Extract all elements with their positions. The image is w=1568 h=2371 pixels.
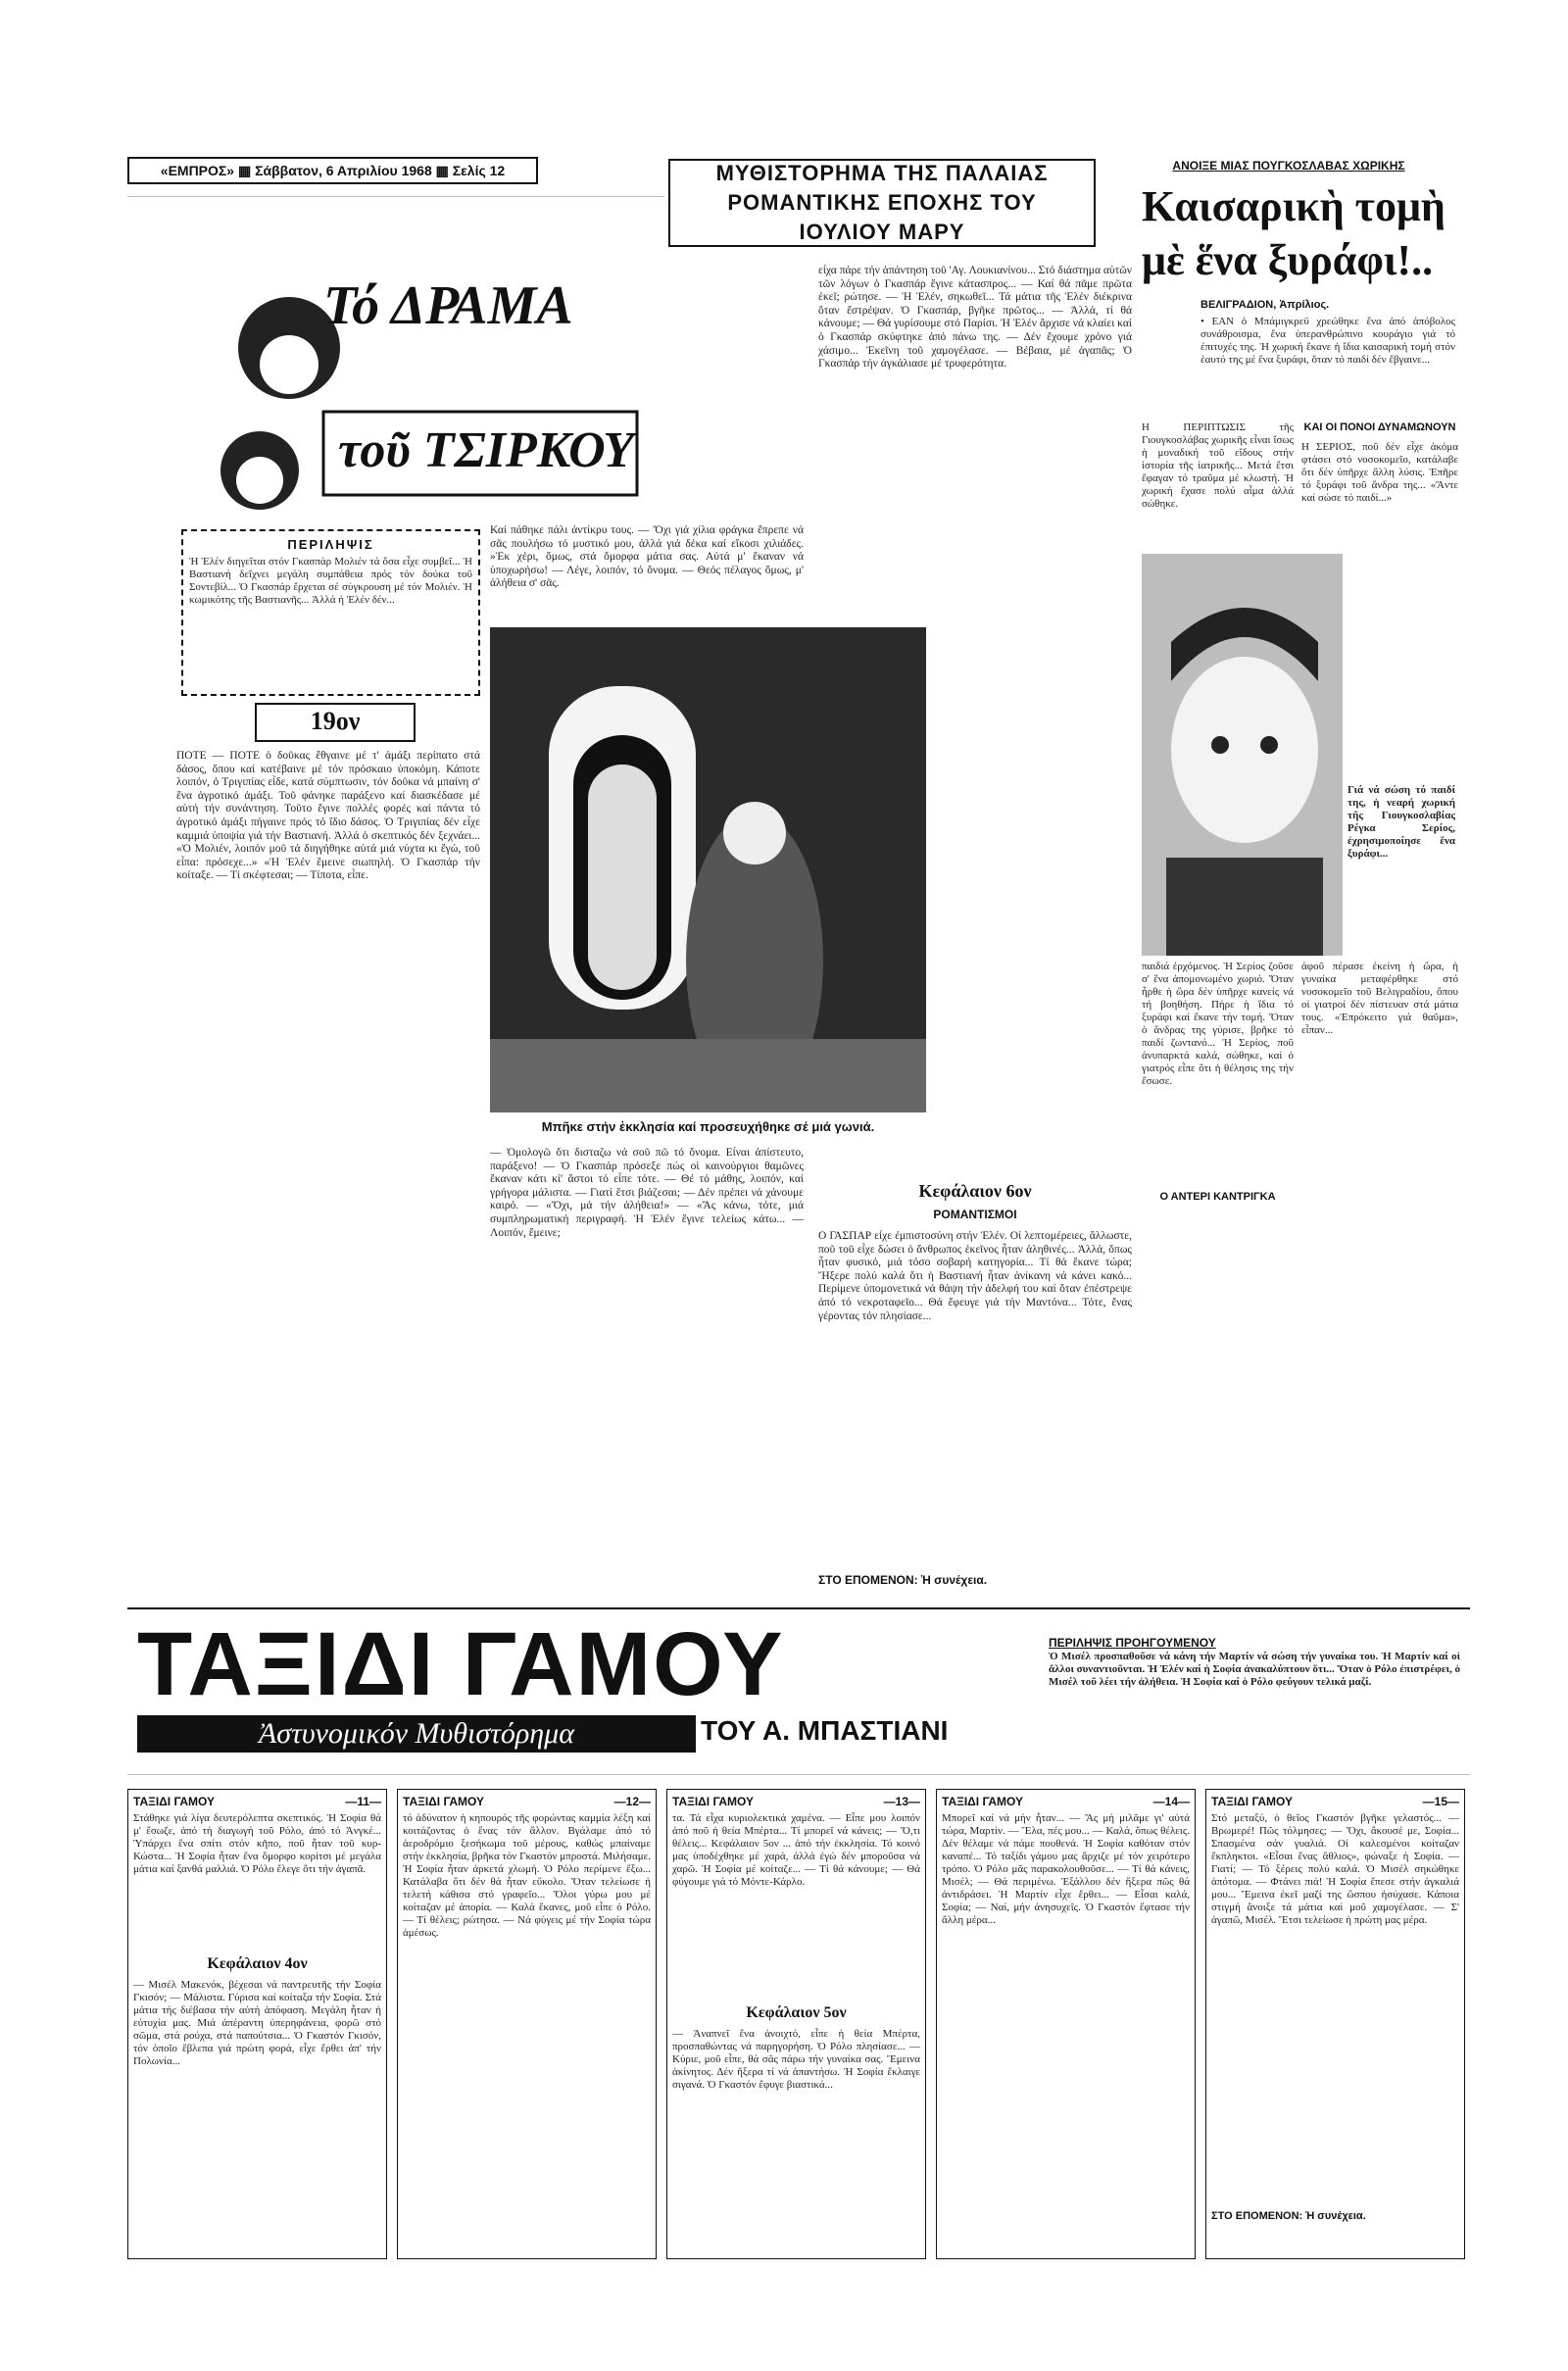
novel2-subtitle-band	[137, 1715, 696, 1753]
news-headline-1: Καισαρικὴ τομὴ	[1142, 182, 1446, 230]
news-col4: ἀφοῦ πέρασε ἐκείνη ἡ ὥρα, ἡ γυναίκα μεταφέρθηκε στό νοσοκομεῖο τοῦ Βελιγραδίου, ὅπου οἱ γιατροί δέν πίστευαν στά μάτια τους. «Ἐπρόκειτο γιά θαῦμα», εἶπαν...	[1301, 961, 1458, 1036]
serial-body-col3-text: — Ὀμολογῶ ὅτι δισταζω νά σοῦ πῶ τό ὄνομα. Εἶναι ἀπίστευτο, παράξενο! — Ὁ Γκασπάρ πρόσεξε πώς οἱ καινούργιοι θαμῶνες ἔκαναν κάτι κί' ἄστοι τό εἶπε τότε. — Θέ τό μάθης, λοιπόν, καί γρήγορα μάλιστα. — Γιατί ἔτσι βιάζεσαι; — Δέν πρέπει νά χάνουμε καιρό. — «Ὄχι, μά τήν ἀλήθεια!» — «Ἄς κάνω, τότε, μιά συμπληρωματική περιγραφή. Ἡ Ἑλέν ἔγινε τελείως κάτω... — Λοιπόν, ἔμεινε;	[490, 1147, 804, 1239]
novel2-title: ΤΑΞΙΔΙ ΓΑΜΟΥ	[137, 1614, 785, 1714]
column-text: Στό μεταξύ, ὁ θεῖος Γκαστόν βγῆκε γελαστός... — Βρωμερέ! Πῶς τόλμησες; — Ὄχι, ἄκουσέ με, Σοφία... Σπασμένα σάν γυαλιά. Οἱ καλεσμένοι κοίταζαν ἔκπληκτοι. «Εἶσαι ἕνας ἄθλιος», φώναξε ἡ Σοφία. — Γιατί; — Τό ξέρεις πολύ καλά. Ὁ Μισέλ σηκώθηκε ἀπότομα. — Φτάνει πιά! Ἡ Σοφία ἔπεσε στήν ἀγκαλιά μου... Ἔμεινα ἐκεῖ μαζί της ὥσπου ἡσύχασε. Κάποια στιγμή ἄνοιξε τά μάτια καί μοῦ χαμογέλασε. — Σ' ἀγαπῶ, Μισέλ. Ἔτσι τελείωσε ἡ πρώτη μας μέρα.	[1211, 1812, 1459, 1926]
column-number: —15—	[1422, 1795, 1459, 1808]
column-next: ΣΤΟ ΕΠΟΜΕΝΟΝ: Ἡ συνέχεια.	[1211, 2210, 1366, 2222]
column-number: —13—	[883, 1795, 920, 1808]
chapter-heading: 19ον	[255, 703, 416, 742]
masthead-text: «ΕΜΠΡΟΣ» ▦ Σάββατον, 6 Απριλίου 1968 ▦ Σελίς 12	[160, 162, 506, 178]
chapter2-heading: Κεφάλαιον 6ον	[918, 1181, 1032, 1201]
serial-body-col5	[818, 1230, 1132, 1568]
novel2-summary-box	[1049, 1632, 1460, 1769]
column-text: Στάθηκε γιά λίγα δευτερόλεπτα σκεπτικός. Ἡ Σοφία θά μ' ἔσωζε, ἀπό τή διαγωγή τοῦ Ρόλο, ἀπό τό Ἀνγκέ... Ὑπάρχει ἕνα σπίτι στόν κῆπο, ποῦ ἦταν τοῦ κυρ-Κώστα... Ἡ Σοφία ἦταν ἕνα ὄμορφο κορίτσι μέ μεγάλα μάτια καί ξανθά μαλλιά. Ὁ Ρόλο ἔλεγε ὅτι τήν ἀγαπᾶ.	[133, 1812, 381, 1875]
novel2-summary-label: ΠΕΡΙΛΗΨΙΣ ΠΡΟΗΓΟΥΜΕΝΟΥ	[1049, 1636, 1216, 1650]
serial-body-col5-text: Ο ΓΑΣΠΑΡ εἶχε ἐμπιστοσύνη στήν Ἑλέν. Οἱ λεπτομέρειες, ἄλλωστε, ποῦ τοῦ εἶχε δώσει ὁ ἄνθρωπος ἐκεῖνος ἦταν ἀληθινές... Ἀλλά, ὅπως ἦταν φυσικό, μιά τόσο σοβαρή κατηγορία... Τί θά ἔκανε τώρα; Ἤξερε πολύ καλά ὅτι ἡ Βαστιανή ἦταν ἀνίκανη νά κάνει κακό... Περίμενε ὑπομονετικά νά θάψη τήν ἀδελφή του καί ὅταν ἐπέστρεψε ἀπό τό νεκροταφεῖο... Θά ἔφευγε γιά τήν Μαντόνα... Τότε, ἔνας γέροντας τόν πλησίασε...	[818, 1230, 1132, 1322]
news-col2: Η ΣΕΡΙΟΣ, ποῦ δέν εἶχε ἀκόμα φτάσει στό νοσοκομεῖο, κατάλαβε ὅτι δέν ὑπῆρχε ἄλλη λύσις. Ἐπῆρε τό ξυράφι τοῦ ἄνδρα της... «Ἄντε καί σώσε τό παιδί...»	[1301, 441, 1458, 504]
news-dateline: ΒΕΛΙΓΡΑΔΙΟΝ, Ἀπρίλιος.	[1200, 299, 1330, 311]
column-text: τα. Τά εἶχα κυριολεκτικά χαμένα. — Εἶπε μου λοιπόν ἀπό ποῦ ἡ θεία Μπέρτα... Τί μπορεῖ νά κάνεις; — Ὅ,τι θέλεις... Κεφάλαιον 5ον ... ἀπό τήν ἐκκλησία. Τό κοινό μας ὑποδέχθηκε μέ χαρά, ἀλλά ἐγώ δέν μποροῦσα νά χαρῶ. Ἡ Σοφία μέ κοίταζε... — Τί θά κάνουμε; — Θά φύγουμε γιά τό Μόντε-Κάρλο.	[672, 1812, 920, 1888]
summary-box	[181, 529, 480, 696]
serial-next: ΣΤΟ ΕΠΟΜΕΝΟΝ: Ἡ συνέχεια.	[818, 1573, 988, 1587]
column-text: τό ἀδύνατον ἡ κηπουρός τῆς φορώντας καμμία λέξη καί κοιτάζοντας ὁ ἕνας τόν ἄλλον. Βγάλαμε ἀπό τό ἀεροδρόμιο ξεσήκωμα τοῦ μέρους, καθώς μπαίναμε στήν ἐκκλησία, βρῆκα τόν Γκαστόν μπροστά. Μιλήσαμε. Ἡ Σοφία ἦταν ἀρκετά χλωμή. Ὁ Ρόλο περίμενε ἔξω... Κατάλαβα ὅτι δέν θά ἦταν εὔκολο. Ὅταν τελείωσε ἡ τελετή κάθισα στό γραφεῖο... Ὅλοι γύρω μου μέ κοίταζαν μέ ἀπορία. — Καλά ἔκανες, μοῦ εἶπε ὁ Ρόλο. — Τί θέλεις; ρώτησα. — Νά φύγεις μέ τήν Σοφία τώρα ἀμέσως.	[403, 1812, 651, 1939]
column-head: ΤΑΞΙΔΙ ΓΑΜΟΥ	[403, 1795, 485, 1808]
serial-body-col2-text: Καί πάθηκε πάλι ἀντίκρυ τους. — Ὄχι γιά χίλια φράγκα ἔπρεπε νά σᾶς πουλήσω τό μυστικό μου, ἀλλά γιά δέκα καί εἴκοσι χιλιάδες. »Ἐκ χέρι, ὅμως, στά ὄμορφα μάτια σας. Αὐτά μ' ἔκαναν νά ὑποχωρήσω! — Λέγε, λοιπόν, τό ὄνομα. — Θεός πέλαγος ὅμως, μ' ἀλήθεια σ' σᾶς.	[490, 524, 804, 590]
summary-text: Ἡ Ἑλέν διηγεῖται στόν Γκασπάρ Μολιέν τά ὅσα εἶχε συμβεῖ... Ἡ Βαστιανή δεῖχνει μεγάλη συμπάθεια πρός τόν δούκα τοῦ Σοντεβίλ... Ὁ Γκασπάρ ἔρχεται σέ σύγκρουση μέ τόν Μολιέν. Ἡ κωμικότης τῆς Βαστιανῆς... Ἀλλά ἡ Ἑλέν δέν...	[189, 556, 472, 606]
column-number: —14—	[1152, 1795, 1190, 1808]
column-chapter: Κεφάλαιον 4ον	[207, 1955, 308, 1972]
news-portrait-photo	[1142, 554, 1343, 956]
column-head: ΤΑΞΙΔΙ ΓΑΜΟΥ	[133, 1795, 216, 1808]
serial-body-col1	[176, 750, 480, 1588]
news-headline-2: μὲ ἕνα ξυράφι!..	[1142, 236, 1434, 284]
serial-body-col4	[818, 265, 1132, 1108]
serial-banner-text: ΜΥΘΙΣΤΟΡΗΜΑ ΤΗΣ ΠΑΛΑΙΑΣ ΡΟΜΑΝΤΙΚΗΣ ΕΠΟΧΗΣ ΤΟΥ ΙΟΥΛΙΟΥ ΜΑΡΥ	[715, 161, 1049, 244]
novel2-column	[1205, 1789, 1465, 2259]
summary-title: ΠΕΡΙΛΗΨΙΣ	[287, 537, 374, 552]
serial-body-col3	[490, 1147, 804, 1588]
news-photo-caption: Γιά νά σώση τό παιδί της, ἡ νεαρή χωρική τῆς Γιουγκοσλαβίας Ρέγκα Σερίος, ἐχρησιμοποίησε ἕνα ξυράφι...	[1348, 784, 1455, 860]
church-caption: Μπῆκε στήν ἐκκλησία καί προσευχήθηκε σέ μιά γωνιά.	[541, 1119, 875, 1134]
novel2-author: ΤΟΥ Α. ΜΠΑΣΤΙΑΝΙ	[701, 1715, 949, 1746]
column-head: ΤΑΞΙΔΙ ΓΑΜΟΥ	[672, 1795, 755, 1808]
novel2-column	[127, 1789, 387, 2259]
news-col3: παιδιά ἐρχόμενος. Ἡ Σερίος ζοῦσε σ' ἕνα ἀπομονωμένο χωριό. Ὅταν ἦρθε ἡ ὥρα δέν ὑπῆρχε κανείς νά τή βοηθήση. Πήρε ἡ ἴδια τό ξυράφι καί ἔκανε τήν τομή. Ὅταν ὁ ἄνδρας της γύρισε, βρῆκε τό παιδί ζωντανό... Ἡ Σερίος, ποῦ ἀνυπαρκτά καλά, σώθηκε, καί ὁ γιατρός εἶπε ὅτι ἡ θέλησις της τήν ἔσωσε.	[1142, 961, 1294, 1087]
novel2-summary: Ὁ Μισέλ προσπαθοῦσε νά κάνη τήν Μαρτίν νά σώση τήν γυναίκα του. Ἡ Μαρτίν καί οἱ ἄλλοι συναντιοῦνται. Ἡ Ἑλέν καί ἡ Σοφία ἀνακαλύπτουν ὅτι... Ὅταν ὁ Ρόλο ἐπιστρέφει, ὁ Μισέλ τοῦ λέει τήν ἀλήθεια. Ἡ Σοφία καί ὁ Ρόλο φεύγουν τελικά μαζί.	[1049, 1651, 1460, 1688]
masthead	[127, 157, 538, 184]
novel2-columns	[127, 1789, 1465, 2259]
serial-body-col1-text: ΠΟΤΕ — ΠΟΤΕ ὁ δοῦκας ἔθγαινε μέ τ' ἀμάξι περίπατο στά δάσος, ὅπου καί κατέβαινε μέ τόν πρόσκαιο ὑποκόμη. Κάποτε λοιπόν, ὁ Τριγιπίας εἶδε, κατά σύμπτωσιν, τόν δοῦκα νά μπαίνη σ' ἕνα ἀγροτικό ἀμάξι. Τοῦ φάνηκε παράξενο καί διασκέδασε μέ αὐτή τήν συνάντηση. Τοῦτο ἔγινε πολλές φορές καί πάντα τό ἀγροτικό ἀμάξι πήγαινε πρός τό ἴδιο δάσος. Ὁ Τριγιπίας δέν εἶχε καμμιά ὑποψία γιά τήν Βαστιανή. Ἀλλά ὁ σκεπτικός δέν ξεχνάει... «Ὁ Μολιέν, λοιπόν μοῦ τά διηγήθηκε αὐτά μιά νύχτα κι ἔγώ, τοῦ εἶπα: πρόσεχε...» «Ἡ Ἑλέν ἔμεινε σιωπηλή. Ὁ Γκασπάρ τήν κοίταξε. — Τί σκέφτεσαι; — Τίποτα, εἶπε.	[176, 750, 480, 882]
novel2-subtitle: Ἀστυνομικόν Μυθιστόρημα	[258, 1717, 574, 1750]
chapter2-subheading: ΡΟΜΑΝΤΙΣΜΟΙ	[933, 1208, 1017, 1221]
serial-title-line2: τοῦ ΤΣΙΡΚΟΥ	[338, 422, 634, 478]
serial-body-col2	[490, 524, 804, 617]
column-number: —12—	[613, 1795, 651, 1808]
news-sub1: ΚΑΙ ΟΙ ΠΟΝΟΙ ΔΥΝΑΜΩΝΟΥΝ	[1303, 421, 1456, 433]
column-chapter: Κεφάλαιον 5ον	[746, 2004, 847, 2021]
serial-banner	[668, 159, 1096, 247]
portrait-drawing	[1142, 554, 1343, 956]
novel2-column	[397, 1789, 657, 2259]
news-kicker: ΑΝΟΙΞΕ ΜΙΑΣ ΠΟΥΓΚΟΣΛΑΒΑΣ ΧΩΡΙΚΗΣ	[1172, 159, 1405, 173]
column-number: —11—	[345, 1795, 381, 1808]
serial-body-col4-text: εἶχα πάρε τήν ἀπάντηση τοῦ 'Αγ. Λουκιανίνου... Στό διάστημα αὐτῶν τῶν λόγων ὁ Γκασπάρ ἔγινε κάτασπρος... — Καί θά πᾶμε πρῶτα ἐκεῖ; ρώτησε. — Ἡ Ἑλέν, σηκωθεῖ... Τά μάτια τῆς Ἑλέν διέκρινα ὅταν ἔστρέψαν. Ὁ Γκασπάρ, βγῆκε πρῶτος... — Ἀλλά, τί θά κάνουμε; — Θά γυρίσουμε στό Παρίσι. Ἡ Ἑλέν ἄρχισε νά κλαίει καί ὁ Γκασπάρ σκύφτηκε ἀπό πάνω της. — Δέν ἔχουμε χρόνο γιά χάσιμο... Ἐκεῖνη τοῦ χαμογέλασε. — Βέβαια, μέ ἀγαπᾶς; Ὁ Γκασπάρ τήν ἀγκάλιασε μέ τρυφερότητα.	[818, 265, 1132, 370]
column-text-2: — Ἀναπνεῖ ἕνα ἀνοιχτό, εἶπε ἡ θεία Μπέρτα, προσπαθώντας νά παρηγορήση. Ὁ Ρόλο πλησίασε... — Κύριε, μοῦ εἶπε, θά σᾶς πάρω τήν γυναίκα σας. Ἔμεινα ἀκίνητος. Δέν ἤξερα τί νά ἀπαντήσω. Ἡ Σοφία ἔκλαιγε σιγανά. Ὁ Γκαστόν ἔφυγε βιαστικά...	[672, 2028, 920, 2091]
column-head: ΤΑΞΙΔΙ ΓΑΜΟΥ	[942, 1795, 1024, 1808]
column-head: ΤΑΞΙΔΙ ΓΑΜΟΥ	[1211, 1795, 1294, 1808]
news-sub2: Ο ΑΝΤΕΡΙ ΚΑΝΤΡΙΓΚΑ	[1142, 1191, 1294, 1203]
column-text-2: — Μισέλ Μακενόκ, βέχεσαι νά παντρευτῆς τήν Σοφία Γκισόν; — Μάλιστα. Γύρισα καί κοίταξα τήν Σοφία. Στά μάτια τής διέβασα τήν αὐτή ἀπόφαση. Μεγάλη ἦταν ἡ εὐτυχία μας. Μιά ἀπέραντη ὑπερηφάνεια, φορῶ στό σῶμα, στά ρούχα, στά παπούτσια... Ὁ Γκαστόν Γκισόν, τόν ὁποῖο ἔβλεπα γιά πρώτη φορά, εἶχε ἔρθει ἀπ' τήν Πολωνία...	[133, 1979, 381, 2067]
news-lead: • ΕΑΝ ὁ Μπάμιγκρεϋ χρεώθηκε ἕνα ἀπό ἀπόβολος συνάθροισμα, ἕνα ὑπερανθρώπινο κουράγιο γιά τό ἐπιτυχές της. Ἡ χωρική ἔκανε ἡ ἴδια καισαρική τομή στόν ἑαυτό της μέ ἕνα ξυράφι, ὅταν τό παιδί δέν ἔβγαινε...	[1200, 316, 1455, 366]
serial-title-art	[176, 265, 647, 510]
novel2-column	[936, 1789, 1196, 2259]
novel2-column	[666, 1789, 926, 2259]
serial-title-line1: Τό ΔΡΑΜΑ	[323, 275, 573, 336]
news-col1: Η ΠΕΡΙΠΤΩΣΙΣ τῆς Γιουγκοσλάβας χωρικῆς εἶναι ἴσως ἡ μοναδική τοῦ εἴδους στήν ἱστορία τῆς ἰατρικῆς... Μετά ἔτσι ἔφαγαν τό τραῦμα μέ κλωστή. Ἡ χωρική ἔχασε πολύ αἷμα ἀλλά σώθηκε.	[1142, 421, 1294, 510]
column-text: Μπορεῖ καί νά μήν ἦταν... — Ἄς μή μιλᾶμε γι' αὐτά τώρα, Μαρτίν. — Ἔλα, πές μου... — Καλά, ὅπως θέλεις. Δέν θέλαμε νά πάμε πουθενά. Ἡ Σοφία καθόταν στόν καναπέ... Τό ταξίδι γάμου μας ἄρχιζε μέ τόν χειρότερο τρόπο. Ὁ Ρόλο μᾶς παρακολουθοῦσε... — Τί θά κάνεις, Μισέλ; — Θά περιμένω. Ἐξάλλου δέν ἤξερα πῶς θά ἀντιδράσει. Ἡ Μαρτίν εἶχε ἔρθει... — Εἶσαι καλά, Σοφία; — Ναί, μήν ἀνησυχεῖς. Ὁ Γκαστόν ἔφτασε τήν ἄλλη μέρα...	[942, 1812, 1190, 1926]
